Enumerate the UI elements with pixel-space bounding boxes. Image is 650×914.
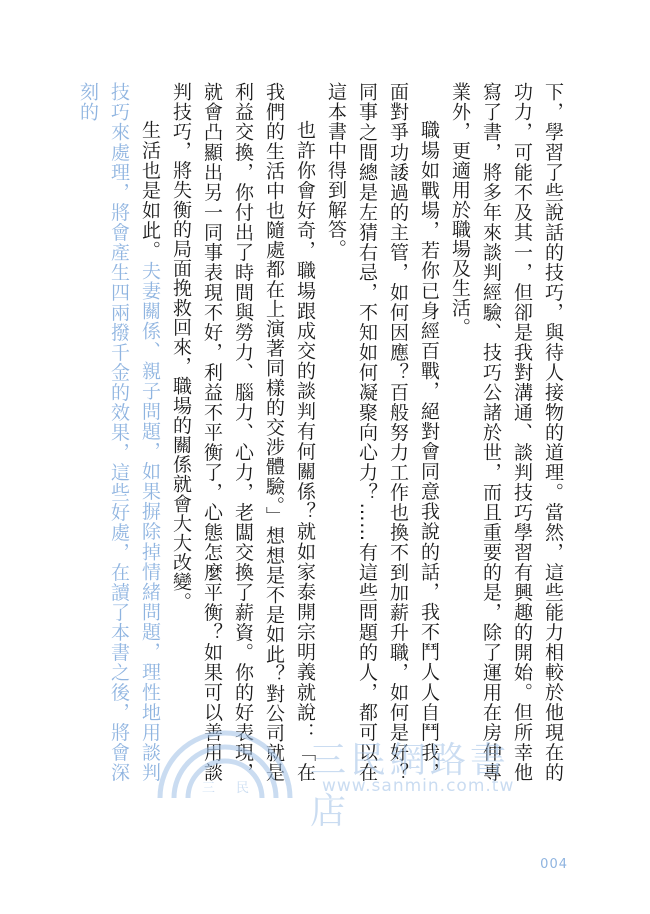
watermark-name: 三民網路書店 (310, 740, 511, 832)
paragraph-3: 也許你會好奇，職場跟成交的談判有何關係？就如家泰開宗明義就說：「在我們的生活中也隨處都在上演著同樣的交涉體驗。」想想是不是如此？對公司就是利益交換，你付出了時間與勞力、腦力、心力，老闆交換了薪資。你的好表現，就會凸顯出另一同事表現不好，利益不平衡了，心態怎麼平衡？如果可以善用談判技巧，將失衡的局面挽救回來，職場的關係就會大大改變。 (170, 82, 316, 782)
body-text (72, 82, 568, 782)
watermark (150, 730, 520, 832)
watermark-url: www.sanmin.com.tw (322, 776, 515, 796)
watermark-logo-char-2: 民 (236, 781, 250, 796)
paragraph-2: 職場如戰場，若你已身經百戰，絕對會同意我說的話，我不鬥人人自鬥我，面對爭功諉過的主管，如何因應？百般努力工作也換不到加薪升職，如何是好？同事之間總是左猜右忌，不知如何凝聚向心力？……有這些問題的人，都可以在這本書中得到解答。 (325, 82, 440, 782)
paragraph-4 (72, 82, 165, 782)
watermark-logo-icon (150, 730, 300, 800)
watermark-logo-char-1: 三 (202, 781, 216, 796)
paragraph-4-plain: 生活也是如此。 (139, 120, 161, 261)
page-number: 004 (540, 857, 568, 872)
paragraph-4-highlighted: 夫妻關係、親子問題，如果摒除掉情緒問題，理性地用談判技巧來處理，將會產生四兩撥千金的效果，這些好處，在讀了本書之後，將會深刻的 (77, 82, 161, 782)
paragraph-1: 下，學習了些說話的技巧，與待人接物的道理。當然，這些能力相較於他現在的功力，可能不及其一，但卻是我對溝通、談判技巧學習有興趣的開始。但所幸他寫了書，將多年來談判經驗、技巧公諸於世，而且重要的是，除了運用在房仲專業外，更適用於職場及生活。 (449, 82, 564, 782)
